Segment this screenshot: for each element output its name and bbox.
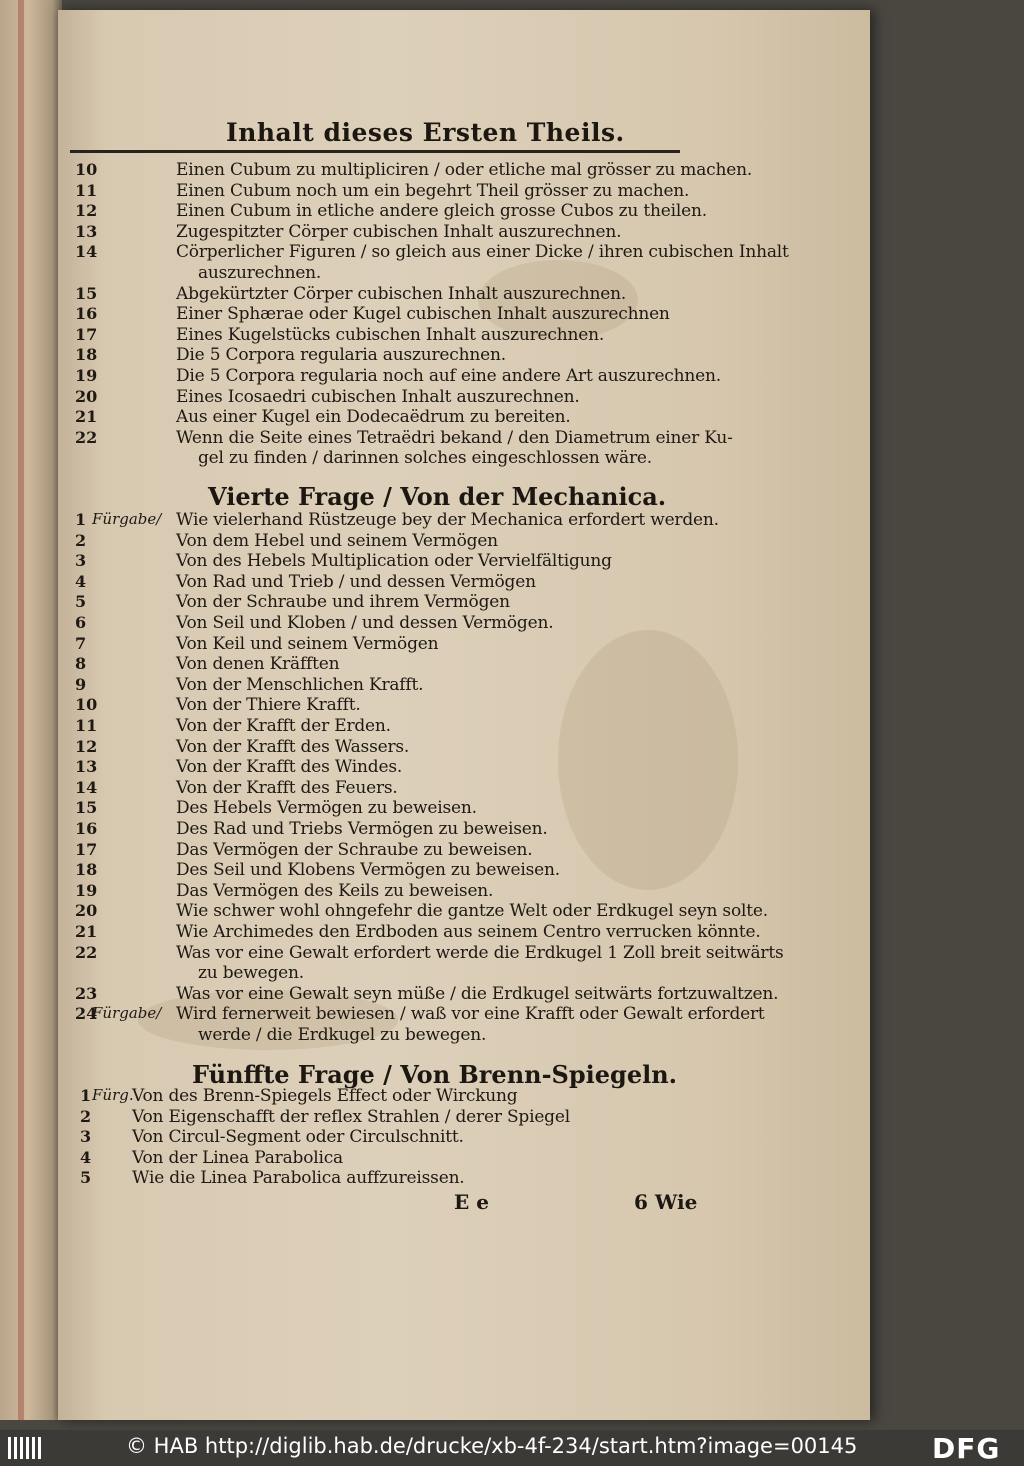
entry-text: Zugespitzter Cörper cubischen Inhalt auszurechnen. bbox=[176, 221, 622, 242]
entry-text: Wie schwer wohl ohngefehr die gantze Welt oder Erdkugel seyn solte. bbox=[176, 901, 768, 922]
toc-entry bbox=[0, 922, 870, 944]
entry-number: 4 bbox=[75, 571, 87, 591]
hab-library-icon bbox=[6, 1435, 46, 1461]
entry-number: 1 bbox=[75, 510, 87, 529]
entry-number: 3 bbox=[75, 551, 87, 571]
entry-number: 6 bbox=[75, 613, 87, 632]
entry-text: Einer Sphærae oder Kugel cubischen Inhalt auszurechnen bbox=[176, 304, 670, 325]
entry-number: 12 bbox=[75, 201, 98, 221]
entry-text: Von des Brenn-Spiegels Effect oder Wirckung bbox=[132, 1086, 518, 1106]
entry-text: Wie vielerhand Rüstzeuge bey der Mechanica erfordert werden. bbox=[176, 510, 719, 530]
section-four-heading: Vierte Frage / Von der Mechanica. bbox=[208, 482, 667, 511]
toc-entry bbox=[0, 592, 870, 614]
entry-number: 11 bbox=[75, 180, 98, 200]
dfg-logo: DFG bbox=[932, 1432, 1001, 1465]
toc-entry-continuation bbox=[0, 1025, 870, 1047]
entry-number: 13 bbox=[75, 757, 98, 777]
entry-number: 10 bbox=[75, 695, 98, 715]
toc-entry bbox=[0, 201, 870, 223]
entry-number: 20 bbox=[75, 901, 98, 921]
toc-entry bbox=[0, 366, 870, 388]
signature-mark: E e bbox=[454, 1190, 489, 1214]
entry-number: 17 bbox=[75, 839, 98, 859]
entry-text: Eines Icosaedri cubischen Inhalt auszurechnen. bbox=[176, 386, 580, 407]
entry-number: 5 bbox=[75, 592, 87, 612]
toc-entry bbox=[0, 778, 870, 800]
entry-text: Die 5 Corpora regularia auszurechnen. bbox=[176, 345, 506, 366]
entry-number: 15 bbox=[75, 798, 98, 818]
toc-entry bbox=[0, 325, 870, 347]
entry-number: 22 bbox=[75, 427, 98, 447]
toc-entry bbox=[0, 407, 870, 429]
entry-number: 2 bbox=[75, 530, 87, 550]
entry-number: 12 bbox=[75, 736, 98, 756]
toc-entry bbox=[0, 881, 870, 903]
entry-label: Fürgabe/ bbox=[92, 1004, 162, 1023]
entry-number: 2 bbox=[80, 1106, 92, 1126]
entry-text: Von Rad und Trieb / und dessen Vermögen bbox=[176, 571, 536, 592]
toc-entry-continuation bbox=[0, 963, 870, 985]
toc-entry bbox=[0, 716, 870, 738]
toc-entry bbox=[0, 510, 870, 532]
toc-entry bbox=[0, 1107, 870, 1129]
toc-entry bbox=[0, 654, 870, 676]
entry-number: 5 bbox=[80, 1168, 92, 1188]
toc-entry bbox=[0, 345, 870, 367]
entry-text: Wie die Linea Parabolica auffzureissen. bbox=[132, 1168, 465, 1189]
entry-text: Von des Hebels Multiplication oder Vervielfältigung bbox=[176, 551, 612, 572]
toc-entry bbox=[0, 1127, 870, 1149]
entry-text: Von der Krafft des Windes. bbox=[176, 757, 403, 778]
toc-entry bbox=[0, 901, 870, 923]
toc-entry bbox=[0, 695, 870, 717]
entry-number: 1 bbox=[80, 1086, 92, 1105]
entry-number: 13 bbox=[75, 221, 98, 241]
entry-text: Des Hebels Vermögen zu beweisen. bbox=[176, 798, 477, 819]
entry-number: 14 bbox=[75, 242, 98, 262]
entry-number: 19 bbox=[75, 880, 98, 900]
toc-entry bbox=[0, 1086, 870, 1108]
entry-text: Von der Thiere Krafft. bbox=[176, 695, 361, 716]
entry-text: Cörperlicher Figuren / so gleich aus einer Dicke / ihren cubischen Inhalt bbox=[176, 242, 789, 263]
entry-number: 9 bbox=[75, 674, 87, 694]
toc-entry bbox=[0, 531, 870, 553]
toc-entry bbox=[0, 943, 870, 965]
entry-text: Abgekürtzter Cörper cubischen Inhalt auszurechnen. bbox=[176, 283, 627, 304]
entry-text: Die 5 Corpora regularia noch auf eine andere Art auszurechnen. bbox=[176, 366, 721, 386]
entry-text: Was vor eine Gewalt erfordert werde die Erdkugel 1 Zoll breit seitwärts bbox=[176, 942, 784, 963]
entry-text: Wird fernerweit bewiesen / waß vor eine Krafft oder Gewalt erfordert bbox=[176, 1004, 765, 1025]
entry-text: Einen Cubum in etliche andere gleich grosse Cubos zu theilen. bbox=[176, 201, 707, 222]
copyright-link[interactable]: © HAB http://diglib.hab.de/drucke/xb-4f-234/start.htm?image=00145 bbox=[126, 1434, 858, 1458]
toc-entry bbox=[0, 387, 870, 409]
entry-text: Das Vermögen der Schraube zu beweisen. bbox=[176, 839, 533, 860]
entry-text-continuation: auszurechnen. bbox=[198, 263, 322, 283]
toc-entry bbox=[0, 242, 870, 264]
entry-text: Von denen Kräfften bbox=[176, 654, 340, 675]
entry-number: 8 bbox=[75, 654, 87, 674]
entry-number: 7 bbox=[75, 633, 87, 653]
toc-entry bbox=[0, 181, 870, 203]
entry-number: 19 bbox=[75, 366, 98, 385]
entry-text-continuation: gel zu finden / darinnen solches eingeschlossen wäre. bbox=[198, 448, 652, 469]
entry-text: Wenn die Seite eines Tetraëdri bekand / den Diametrum einer Ku- bbox=[176, 427, 733, 448]
toc-entry bbox=[0, 1004, 870, 1026]
entry-text: Von dem Hebel und seinem Vermögen bbox=[176, 530, 498, 551]
toc-entry bbox=[0, 160, 870, 182]
toc-entry bbox=[0, 798, 870, 820]
toc-entry bbox=[0, 984, 870, 1006]
entry-text: Von Keil und seinem Vermögen bbox=[176, 633, 439, 654]
entry-number: 20 bbox=[75, 386, 98, 406]
entry-text: Einen Cubum noch um ein begehrt Theil grösser zu machen. bbox=[176, 180, 690, 201]
entry-number: 11 bbox=[75, 716, 98, 735]
entry-text: Von der Schraube und ihrem Vermögen bbox=[176, 592, 510, 613]
toc-entry bbox=[0, 551, 870, 573]
entry-number: 18 bbox=[75, 345, 98, 365]
entry-number: 22 bbox=[75, 942, 98, 962]
entry-number: 18 bbox=[75, 860, 98, 880]
toc-entry bbox=[0, 819, 870, 841]
toc-entry bbox=[0, 222, 870, 244]
entry-text: Des Rad und Triebs Vermögen zu beweisen. bbox=[176, 819, 548, 839]
entry-number: 4 bbox=[80, 1147, 92, 1167]
toc-entry bbox=[0, 428, 870, 450]
toc-entry bbox=[0, 840, 870, 862]
toc-entry-continuation bbox=[0, 263, 870, 285]
toc-entry bbox=[0, 860, 870, 882]
entry-text: Von der Krafft der Erden. bbox=[176, 716, 391, 736]
entry-text: Von der Menschlichen Krafft. bbox=[176, 674, 424, 695]
entry-number: 23 bbox=[75, 983, 98, 1003]
entry-label: Fürgabe/ bbox=[92, 510, 162, 528]
entry-number: 16 bbox=[75, 304, 98, 324]
toc-entry bbox=[0, 572, 870, 594]
section-five-heading: Fünffte Frage / Von Brenn-Spiegeln. bbox=[192, 1060, 678, 1089]
toc-entry bbox=[0, 1148, 870, 1170]
entry-number: 21 bbox=[75, 922, 98, 941]
entry-text-continuation: werde / die Erdkugel zu bewegen. bbox=[198, 1025, 487, 1045]
entry-number: 21 bbox=[75, 407, 98, 427]
entry-text: Von der Krafft des Wassers. bbox=[176, 736, 410, 757]
entry-number: 16 bbox=[75, 819, 98, 838]
entry-text: Das Vermögen des Keils zu beweisen. bbox=[176, 880, 494, 901]
entry-text: Von Seil und Kloben / und dessen Vermögen. bbox=[176, 613, 554, 633]
entry-label: Fürg. bbox=[92, 1086, 134, 1104]
entry-text: Von der Krafft des Feuers. bbox=[176, 777, 398, 798]
page-header: Inhalt dieses Ersten Theils. bbox=[226, 118, 625, 147]
entry-text: Von der Linea Parabolica bbox=[132, 1147, 343, 1168]
toc-entry-continuation bbox=[0, 448, 870, 470]
entry-number: 10 bbox=[75, 160, 98, 179]
toc-entry bbox=[0, 757, 870, 779]
entry-text: Was vor eine Gewalt seyn müße / die Erdkugel seitwärts fortzuwaltzen. bbox=[176, 983, 779, 1004]
toc-entry bbox=[0, 304, 870, 326]
entry-number: 14 bbox=[75, 777, 98, 797]
toc-entry bbox=[0, 613, 870, 635]
toc-entry bbox=[0, 634, 870, 656]
entry-text: Wie Archimedes den Erdboden aus seinem Centro verrucken könnte. bbox=[176, 922, 761, 942]
entry-number: 17 bbox=[75, 324, 98, 344]
header-rule bbox=[70, 150, 680, 153]
entry-text: Aus einer Kugel ein Dodecaëdrum zu bereiten. bbox=[176, 407, 571, 428]
entry-number: 24 bbox=[75, 1004, 98, 1024]
entry-number: 3 bbox=[80, 1127, 92, 1147]
toc-entry bbox=[0, 737, 870, 759]
entry-text: Eines Kugelstücks cubischen Inhalt auszurechnen. bbox=[176, 324, 605, 345]
entry-text-continuation: zu bewegen. bbox=[198, 963, 304, 984]
entry-text: Des Seil und Klobens Vermögen zu beweisen. bbox=[176, 860, 560, 881]
catchword: 6 Wie bbox=[634, 1190, 698, 1214]
entry-number: 15 bbox=[75, 283, 98, 303]
entry-text: Von Circul-Segment oder Circulschnitt. bbox=[132, 1127, 464, 1148]
toc-entry bbox=[0, 284, 870, 306]
entry-text: Einen Cubum zu multipliciren / oder etliche mal grösser zu machen. bbox=[176, 160, 753, 180]
entry-text: Von Eigenschafft der reflex Strahlen / derer Spiegel bbox=[132, 1106, 570, 1127]
toc-entry bbox=[0, 675, 870, 697]
toc-entry bbox=[0, 1168, 870, 1190]
